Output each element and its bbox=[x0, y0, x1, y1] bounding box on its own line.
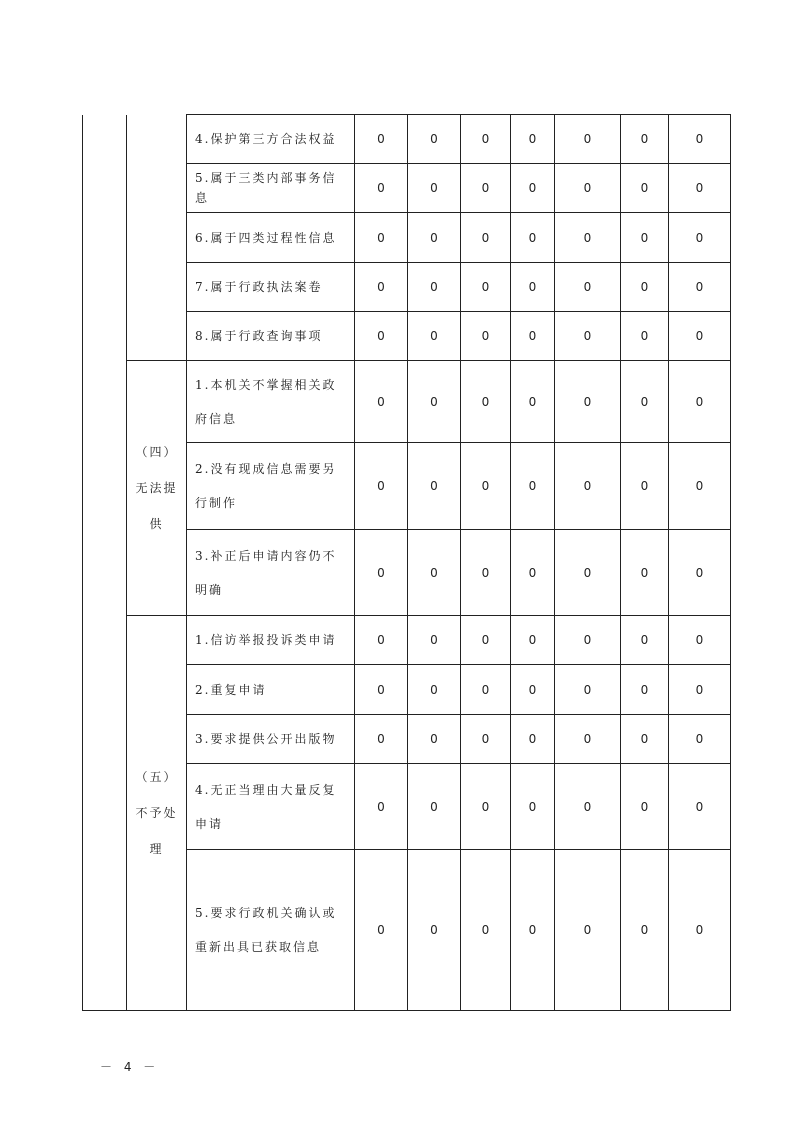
value-cell: 0 bbox=[461, 850, 511, 1011]
value-cell: 0 bbox=[669, 616, 731, 665]
value-cell: 0 bbox=[621, 443, 669, 529]
group-label-text: 无法提供 bbox=[135, 481, 178, 532]
value-cell: 0 bbox=[621, 714, 669, 763]
value-cell: 0 bbox=[408, 714, 461, 763]
table-row bbox=[83, 616, 731, 665]
value-cell: 0 bbox=[511, 665, 555, 714]
value-cell: 0 bbox=[511, 361, 555, 443]
value-cell: 0 bbox=[408, 311, 461, 360]
value-cell: 0 bbox=[355, 616, 408, 665]
value-cell: 0 bbox=[355, 763, 408, 849]
value-cell: 0 bbox=[408, 529, 461, 615]
value-cell: 0 bbox=[461, 262, 511, 311]
value-cell: 0 bbox=[461, 616, 511, 665]
value-cell: 0 bbox=[669, 665, 731, 714]
value-cell: 0 bbox=[511, 262, 555, 311]
value-cell: 0 bbox=[511, 443, 555, 529]
value-cell: 0 bbox=[408, 164, 461, 213]
value-cell: 0 bbox=[461, 115, 511, 164]
value-cell: 0 bbox=[555, 763, 621, 849]
group-label-cell bbox=[127, 616, 187, 1011]
value-cell: 0 bbox=[408, 262, 461, 311]
value-cell: 0 bbox=[621, 262, 669, 311]
value-cell: 0 bbox=[555, 213, 621, 262]
value-cell: 0 bbox=[511, 164, 555, 213]
value-cell: 0 bbox=[555, 616, 621, 665]
value-cell: 0 bbox=[511, 850, 555, 1011]
row-item-label: 4.保护第三方合法权益 bbox=[187, 115, 355, 164]
value-cell: 0 bbox=[355, 529, 408, 615]
value-cell: 0 bbox=[621, 850, 669, 1011]
value-cell: 0 bbox=[511, 115, 555, 164]
value-cell: 0 bbox=[355, 714, 408, 763]
value-cell: 0 bbox=[355, 850, 408, 1011]
value-cell: 0 bbox=[408, 443, 461, 529]
value-cell: 0 bbox=[461, 714, 511, 763]
value-cell: 0 bbox=[555, 529, 621, 615]
value-cell: 0 bbox=[355, 213, 408, 262]
value-cell: 0 bbox=[355, 665, 408, 714]
row-item-label: 7.属于行政执法案卷 bbox=[187, 262, 355, 311]
value-cell: 0 bbox=[555, 850, 621, 1011]
value-cell: 0 bbox=[408, 616, 461, 665]
value-cell: 0 bbox=[555, 115, 621, 164]
value-cell: 0 bbox=[461, 311, 511, 360]
value-cell: 0 bbox=[621, 115, 669, 164]
value-cell: 0 bbox=[355, 443, 408, 529]
value-cell: 0 bbox=[461, 763, 511, 849]
table-row bbox=[83, 115, 731, 164]
value-cell: 0 bbox=[669, 311, 731, 360]
value-cell: 0 bbox=[461, 529, 511, 615]
value-cell: 0 bbox=[355, 262, 408, 311]
value-cell: 0 bbox=[621, 665, 669, 714]
value-cell: 0 bbox=[621, 616, 669, 665]
value-cell: 0 bbox=[511, 763, 555, 849]
value-cell: 0 bbox=[669, 115, 731, 164]
group-label-cell bbox=[127, 115, 187, 361]
value-cell: 0 bbox=[621, 213, 669, 262]
value-cell: 0 bbox=[621, 311, 669, 360]
value-cell: 0 bbox=[408, 361, 461, 443]
row-item-label: 4.无正当理由大量反复申请 bbox=[187, 763, 355, 849]
row-item-label: 3.补正后申请内容仍不明确 bbox=[187, 529, 355, 615]
value-cell: 0 bbox=[621, 361, 669, 443]
value-cell: 0 bbox=[511, 616, 555, 665]
value-cell: 0 bbox=[461, 665, 511, 714]
value-cell: 0 bbox=[669, 714, 731, 763]
value-cell: 0 bbox=[669, 262, 731, 311]
disclosure-statistics-table bbox=[82, 114, 731, 1011]
value-cell: 0 bbox=[461, 213, 511, 262]
group-label-text: 不予处理 bbox=[135, 806, 178, 857]
row-item-label: 2.重复申请 bbox=[187, 665, 355, 714]
table-row bbox=[83, 361, 731, 443]
value-cell: 0 bbox=[555, 164, 621, 213]
value-cell: 0 bbox=[511, 714, 555, 763]
value-cell: 0 bbox=[355, 164, 408, 213]
value-cell: 0 bbox=[511, 529, 555, 615]
value-cell: 0 bbox=[555, 665, 621, 714]
outer-category-cell bbox=[83, 115, 127, 1011]
value-cell: 0 bbox=[408, 850, 461, 1011]
value-cell: 0 bbox=[669, 443, 731, 529]
value-cell: 0 bbox=[669, 361, 731, 443]
value-cell: 0 bbox=[408, 763, 461, 849]
value-cell: 0 bbox=[408, 115, 461, 164]
value-cell: 0 bbox=[511, 213, 555, 262]
row-item-label: 2.没有现成信息需要另行制作 bbox=[187, 443, 355, 529]
value-cell: 0 bbox=[669, 529, 731, 615]
value-cell: 0 bbox=[555, 262, 621, 311]
row-item-label: 5.要求行政机关确认或重新出具已获取信息 bbox=[187, 850, 355, 1011]
value-cell: 0 bbox=[355, 361, 408, 443]
value-cell: 0 bbox=[461, 443, 511, 529]
value-cell: 0 bbox=[555, 443, 621, 529]
value-cell: 0 bbox=[555, 361, 621, 443]
value-cell: 0 bbox=[555, 714, 621, 763]
value-cell: 0 bbox=[669, 164, 731, 213]
value-cell: 0 bbox=[669, 763, 731, 849]
row-item-label: 1.信访举报投诉类申请 bbox=[187, 616, 355, 665]
value-cell: 0 bbox=[408, 665, 461, 714]
row-item-label: 6.属于四类过程性信息 bbox=[187, 213, 355, 262]
row-item-label: 8.属于行政查询事项 bbox=[187, 311, 355, 360]
row-item-label: 1.本机关不掌握相关政府信息 bbox=[187, 361, 355, 443]
value-cell: 0 bbox=[461, 361, 511, 443]
value-cell: 0 bbox=[461, 164, 511, 213]
page-number: － 4 － bbox=[100, 1060, 160, 1074]
group-label-number: （四） bbox=[135, 445, 178, 460]
value-cell: 0 bbox=[621, 763, 669, 849]
value-cell: 0 bbox=[669, 850, 731, 1011]
value-cell: 0 bbox=[621, 164, 669, 213]
row-item-label: 3.要求提供公开出版物 bbox=[187, 714, 355, 763]
value-cell: 0 bbox=[511, 311, 555, 360]
group-label-number: （五） bbox=[135, 770, 178, 785]
value-cell: 0 bbox=[355, 115, 408, 164]
row-item-label: 5.属于三类内部事务信息 bbox=[187, 164, 355, 213]
value-cell: 0 bbox=[669, 213, 731, 262]
value-cell: 0 bbox=[355, 311, 408, 360]
group-label-cell bbox=[127, 361, 187, 616]
value-cell: 0 bbox=[621, 529, 669, 615]
value-cell: 0 bbox=[408, 213, 461, 262]
value-cell: 0 bbox=[555, 311, 621, 360]
